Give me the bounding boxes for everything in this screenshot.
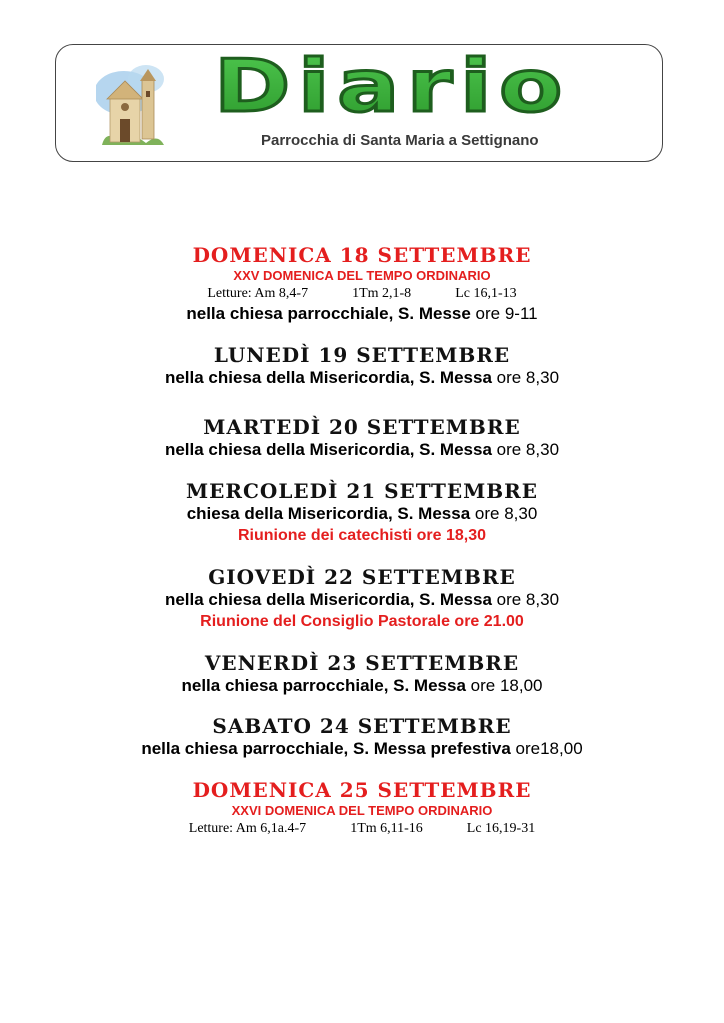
mass-place: nella chiesa della Misericordia, S. Messa [164, 440, 492, 459]
mass-line [0, 589, 724, 611]
mass-time: ore 8,30 [496, 590, 560, 609]
mass-place: nella chiesa parrocchiale, S. Messa [181, 676, 466, 695]
mass-place: nella chiesa della Misericordia, S. Messa [164, 368, 492, 387]
meeting-notice: Riunione del Consiglio Pastorale ore 21.00 [200, 613, 524, 630]
mass-place: chiesa della Misericordia, S. Messa [186, 504, 471, 523]
readings-line [0, 819, 724, 838]
day-block-sunday-18 [0, 243, 724, 325]
meeting-notice: Riunione dei catechisti ore 18,30 [237, 527, 487, 544]
day-title: MERCOLEDÌ 21 SETTEMBRE [186, 479, 538, 503]
mass-place: nella chiesa parrocchiale, S. Messa prefestiva [141, 739, 511, 758]
day-block-monday-19 [0, 343, 724, 389]
day-block-friday-23 [0, 651, 724, 697]
reading-first: Letture: Am 8,4-7 [207, 286, 309, 301]
logo-title-text: Diario [214, 47, 570, 127]
day-title: DOMENICA 25 SETTEMBRE [192, 778, 532, 802]
mass-line [0, 303, 724, 325]
mass-place: nella chiesa della Misericordia, S. Messa [164, 590, 492, 609]
mass-time: ore 8,30 [496, 368, 560, 387]
day-block-tuesday-20 [0, 415, 724, 461]
mass-line [0, 503, 724, 525]
reading-second: 1Tm 6,11-16 [350, 821, 423, 836]
mass-time: ore 9-11 [475, 304, 538, 323]
day-block-wednesday-21 [0, 479, 724, 547]
mass-line [0, 439, 724, 461]
mass-time: ore 8,30 [474, 504, 538, 523]
day-title: LUNEDÌ 19 SETTEMBRE [213, 343, 511, 367]
reading-first: Letture: Am 6,1a.4-7 [188, 821, 307, 836]
mass-line [0, 738, 724, 760]
reading-gospel: Lc 16,1-13 [455, 286, 517, 301]
liturgy-label: XXVI DOMENICA DEL TEMPO ORDINARIO [231, 803, 493, 818]
parish-name: Parrocchia di Santa Maria a Settignano [261, 132, 539, 149]
day-title: GIOVEDÌ 22 SETTEMBRE [208, 565, 516, 589]
diario-logo [206, 47, 586, 127]
day-title: DOMENICA 18 SETTEMBRE [192, 243, 532, 267]
day-title: VENERDÌ 23 SETTEMBRE [204, 651, 520, 675]
mass-line [0, 367, 724, 389]
reading-gospel: Lc 16,19-31 [466, 821, 536, 836]
church-illustration [96, 59, 166, 154]
mass-time: ore18,00 [515, 739, 583, 758]
day-title: MARTEDÌ 20 SETTEMBRE [203, 415, 521, 439]
day-block-thursday-22 [0, 565, 724, 633]
mass-time: ore 18,00 [470, 676, 543, 695]
mass-line [0, 675, 724, 697]
liturgy-label: XXV DOMENICA DEL TEMPO ORDINARIO [233, 268, 491, 283]
day-title: SABATO 24 SETTEMBRE [212, 714, 512, 738]
day-block-saturday-24 [0, 714, 724, 760]
mass-time: ore 8,30 [496, 440, 560, 459]
readings-line [0, 284, 724, 303]
mass-place: nella chiesa parrocchiale, S. Messe [186, 304, 471, 323]
day-block-sunday-25 [0, 778, 724, 838]
header-banner [55, 44, 663, 162]
reading-second: 1Tm 2,1-8 [352, 286, 412, 301]
